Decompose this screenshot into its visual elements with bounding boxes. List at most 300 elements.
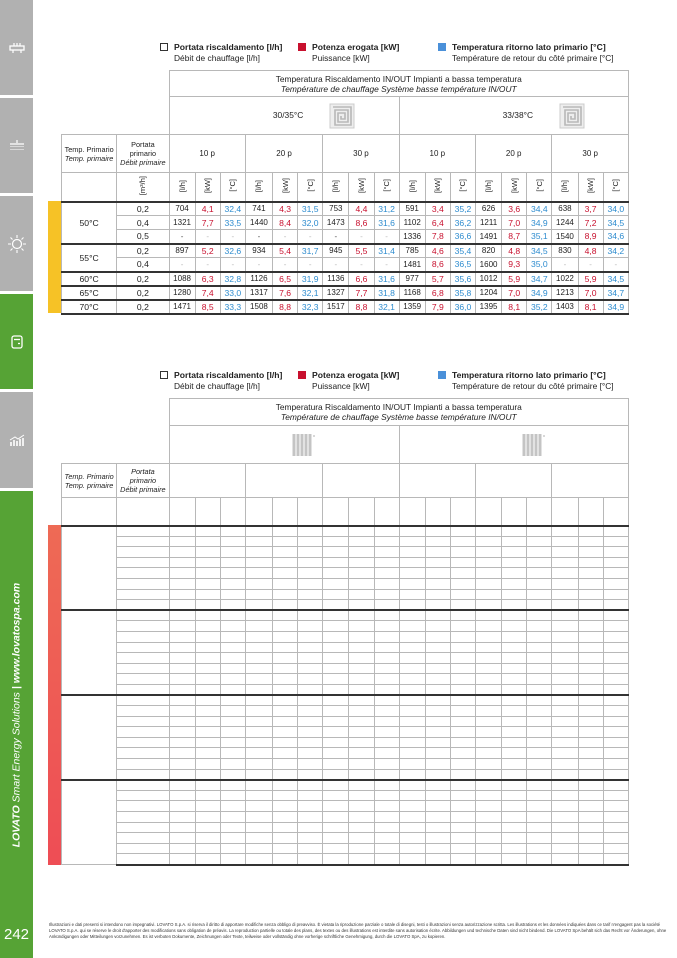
- empty-cell: [323, 790, 349, 801]
- power-value: -: [195, 258, 220, 272]
- empty-cell: [476, 674, 502, 685]
- empty-cell: [273, 727, 298, 738]
- radiator-icon: [291, 432, 317, 458]
- empty-cell: [374, 589, 399, 600]
- empty-cell: [476, 589, 502, 600]
- empty-cell: [195, 727, 220, 738]
- empty-cell: [527, 801, 552, 812]
- flow-value: 1471: [169, 300, 195, 314]
- empty-cell: [117, 790, 169, 801]
- flow-primary-cell: 0,2: [117, 300, 169, 314]
- empty-cell: [273, 663, 298, 674]
- empty-cell: [349, 801, 374, 812]
- empty-cell: [117, 653, 169, 664]
- empty-cell: [552, 600, 578, 611]
- empty-cell: [169, 812, 195, 823]
- power-value: 8,8: [273, 300, 298, 314]
- flow-value: 820: [476, 244, 502, 258]
- empty-cell: [374, 780, 399, 791]
- empty-cell: [169, 578, 195, 589]
- empty-cell: [169, 526, 195, 537]
- empty-cell: [399, 684, 425, 695]
- empty-cell: [527, 684, 552, 695]
- empty-cell: [220, 812, 245, 823]
- empty-cell: [169, 748, 195, 759]
- empty-cell: [502, 843, 527, 854]
- empty-cell: [195, 737, 220, 748]
- empty-cell: [425, 663, 450, 674]
- empty-cell: [245, 843, 272, 854]
- empty-cell: [374, 642, 399, 653]
- empty-cell: [476, 822, 502, 833]
- flow-primary-cell: 0,2: [117, 286, 169, 300]
- empty-cell: [476, 578, 502, 589]
- return-temp-value: -: [298, 258, 323, 272]
- empty-cell: [399, 706, 425, 717]
- shower-head-icon: [9, 140, 25, 152]
- empty-cell: [399, 695, 425, 706]
- empty-cell: [298, 568, 323, 579]
- empty-cell: [450, 833, 475, 844]
- empty-cell: [552, 653, 578, 664]
- empty-cell: [169, 727, 195, 738]
- empty-cell: [273, 578, 298, 589]
- empty-cell: [527, 674, 552, 685]
- empty-cell: [349, 759, 374, 770]
- power-value: -: [578, 258, 603, 272]
- flow-value: 704: [169, 202, 195, 216]
- unit-header: [°C]: [527, 173, 552, 202]
- empty-cell: [349, 578, 374, 589]
- empty-cell: [220, 801, 245, 812]
- empty-cell: [425, 568, 450, 579]
- group-header: 30 p: [323, 135, 399, 173]
- empty-cell: [476, 653, 502, 664]
- empty-cell: [323, 663, 349, 674]
- empty-cell: [578, 748, 603, 759]
- empty-cell: [349, 706, 374, 717]
- return-temp-value: 34,5: [527, 244, 552, 258]
- empty-cell: [117, 642, 169, 653]
- empty-cell: [578, 547, 603, 558]
- empty-cell: [502, 663, 527, 674]
- legend-title: Temperatura ritorno lato primario [°C]: [452, 370, 606, 380]
- empty-cell: [603, 674, 628, 685]
- empty-cell: [527, 790, 552, 801]
- empty-cell: [245, 631, 272, 642]
- empty-cell: [374, 568, 399, 579]
- empty-cell: [425, 684, 450, 695]
- power-value: 6,6: [349, 272, 374, 286]
- empty-table-row: [62, 536, 629, 547]
- empty-cell: [298, 642, 323, 653]
- brand-separator: |: [10, 683, 23, 693]
- empty-cell: [323, 706, 349, 717]
- empty-cell: [603, 854, 628, 865]
- empty-cell: [552, 854, 578, 865]
- empty-cell: [245, 790, 272, 801]
- return-temp-value: 32,4: [220, 202, 245, 216]
- empty-cell: [195, 557, 220, 568]
- empty-cell: [476, 600, 502, 611]
- empty-cell: [323, 843, 349, 854]
- legend-subtitle: Température de retour du côté primaire [°C]: [452, 53, 614, 63]
- sidebar-tab-solar[interactable]: [0, 196, 33, 291]
- empty-cell: [245, 780, 272, 791]
- empty-cell: [298, 653, 323, 664]
- empty-cell: [273, 854, 298, 865]
- empty-cell: [195, 663, 220, 674]
- sidebar-tab-radiators[interactable]: [0, 0, 33, 95]
- empty-cell: [502, 568, 527, 579]
- empty-cell: [527, 737, 552, 748]
- empty-cell: [195, 854, 220, 865]
- empty-cell: [425, 674, 450, 685]
- empty-cell: [425, 769, 450, 780]
- power-value: 8,8: [349, 300, 374, 314]
- empty-cell: [425, 642, 450, 653]
- flow-value: -: [245, 258, 272, 272]
- legend-swatch-red: [298, 371, 306, 379]
- empty-cell: [450, 854, 475, 865]
- empty-cell: [578, 769, 603, 780]
- empty-cell: [527, 610, 552, 621]
- unit-header: [l/h]: [476, 173, 502, 202]
- empty-cell: [349, 600, 374, 611]
- unit-header: [°C]: [450, 173, 475, 202]
- empty-cell: [527, 547, 552, 558]
- empty-cell: [425, 547, 450, 558]
- empty-cell: [298, 769, 323, 780]
- empty-cell: [323, 674, 349, 685]
- power-value: 8,6: [349, 216, 374, 230]
- empty-cell: [502, 653, 527, 664]
- empty-cell: [169, 589, 195, 600]
- empty-cell: [578, 674, 603, 685]
- power-value: 4,8: [578, 244, 603, 258]
- empty-cell: [117, 526, 169, 537]
- empty-cell: [220, 790, 245, 801]
- empty-cell: [195, 600, 220, 611]
- legend-item-power: [298, 370, 399, 392]
- empty-cell: [245, 759, 272, 770]
- empty-cell: [603, 748, 628, 759]
- empty-cell: [399, 610, 425, 621]
- empty-cell: [169, 790, 195, 801]
- empty-cell: [220, 642, 245, 653]
- return-temp-value: 35,4: [450, 244, 475, 258]
- empty-cell: [502, 801, 527, 812]
- power-value: 7,9: [425, 300, 450, 314]
- empty-cell: [374, 769, 399, 780]
- empty-cell: [220, 578, 245, 589]
- empty-cell: [450, 706, 475, 717]
- empty-cell: [273, 631, 298, 642]
- empty-cell: [169, 759, 195, 770]
- empty-cell: [399, 536, 425, 547]
- flow-value: 1403: [552, 300, 578, 314]
- brand-line: [0, 530, 33, 900]
- empty-cell: [425, 557, 450, 568]
- sidebar-tab-efficiency[interactable]: [0, 392, 33, 488]
- empty-cell: [603, 610, 628, 621]
- empty-cell: [578, 610, 603, 621]
- empty-cell: [220, 695, 245, 706]
- unit-header: [298, 498, 323, 526]
- power-value: 7,6: [273, 286, 298, 300]
- bar-chart-growth-icon: [9, 434, 25, 446]
- group-header: 20 p: [476, 135, 552, 173]
- empty-cell: [374, 684, 399, 695]
- empty-cell: [323, 854, 349, 865]
- empty-cell: [169, 843, 195, 854]
- sidebar-tab-boilers[interactable]: [0, 294, 33, 389]
- empty-cell: [603, 589, 628, 600]
- empty-cell: [220, 854, 245, 865]
- empty-cell: [323, 621, 349, 632]
- empty-cell: [425, 653, 450, 664]
- empty-cell: [273, 674, 298, 685]
- empty-table-row: [62, 610, 629, 621]
- empty-cell: [298, 536, 323, 547]
- empty-cell: [603, 780, 628, 791]
- empty-cell: [273, 769, 298, 780]
- range-header-left: [169, 426, 399, 464]
- power-value: 7,0: [502, 216, 527, 230]
- empty-cell: [220, 653, 245, 664]
- power-value: 5,7: [425, 272, 450, 286]
- unit-header: [273, 498, 298, 526]
- empty-cell: [502, 631, 527, 642]
- empty-cell: [273, 568, 298, 579]
- power-value: 8,4: [273, 216, 298, 230]
- unit-header: [°C]: [603, 173, 628, 202]
- empty-cell: [195, 536, 220, 547]
- return-temp-value: 31,4: [374, 244, 399, 258]
- empty-cell: [349, 716, 374, 727]
- empty-cell: [450, 589, 475, 600]
- empty-cell: [298, 695, 323, 706]
- empty-cell: [298, 790, 323, 801]
- empty-cell: [476, 642, 502, 653]
- empty-cell: [502, 780, 527, 791]
- empty-cell: [374, 759, 399, 770]
- empty-cell: [169, 780, 195, 791]
- empty-cell: [220, 727, 245, 738]
- empty-cell: [117, 843, 169, 854]
- empty-cell: [117, 568, 169, 579]
- empty-cell: [195, 568, 220, 579]
- empty-cell: [323, 780, 349, 791]
- empty-cell: [169, 642, 195, 653]
- flow-value: 1280: [169, 286, 195, 300]
- empty-cell: [195, 642, 220, 653]
- empty-cell: [273, 610, 298, 621]
- empty-table-row: [62, 727, 629, 738]
- empty-cell: [603, 642, 628, 653]
- legend-subtitle: Débit de chauffage [l/h]: [174, 381, 260, 391]
- unit-header: [l/h]: [169, 173, 195, 202]
- flow-unit: [m³/h]: [117, 173, 169, 202]
- empty-cell: [552, 631, 578, 642]
- empty-cell: [169, 631, 195, 642]
- empty-cell: [578, 663, 603, 674]
- empty-cell: [552, 589, 578, 600]
- underfloor-spiral-icon: [329, 103, 355, 129]
- empty-cell: [245, 526, 272, 537]
- flow-value: 1600: [476, 258, 502, 272]
- empty-cell: [273, 748, 298, 759]
- empty-cell: [425, 526, 450, 537]
- legend-top: [160, 42, 630, 66]
- empty-cell: [298, 610, 323, 621]
- empty-cell: [603, 663, 628, 674]
- empty-cell: [502, 706, 527, 717]
- empty-cell: [552, 578, 578, 589]
- empty-cell: [117, 547, 169, 558]
- empty-cell: [245, 822, 272, 833]
- return-temp-value: 31,5: [298, 202, 323, 216]
- empty-cell: [603, 727, 628, 738]
- empty-cell: [603, 801, 628, 812]
- empty-cell: [552, 684, 578, 695]
- empty-cell: [578, 526, 603, 537]
- empty-cell: [527, 631, 552, 642]
- empty-cell: [399, 631, 425, 642]
- empty-cell: [552, 822, 578, 833]
- empty-cell: [323, 812, 349, 823]
- flow-value: -: [169, 258, 195, 272]
- empty-cell: [298, 716, 323, 727]
- return-temp-value: 35,6: [450, 272, 475, 286]
- empty-cell: [502, 557, 527, 568]
- empty-cell: [195, 833, 220, 844]
- empty-cell: [117, 759, 169, 770]
- empty-cell: [578, 790, 603, 801]
- empty-cell: [399, 854, 425, 865]
- empty-cell: [476, 536, 502, 547]
- header-flow-primary: Portata primario Débit primaire: [117, 464, 169, 498]
- power-value: 3,6: [502, 202, 527, 216]
- empty-cell: [603, 759, 628, 770]
- sidebar-tab-sanitary[interactable]: [0, 98, 33, 193]
- empty-cell: [578, 589, 603, 600]
- flow-primary-cell: 0,4: [117, 258, 169, 272]
- empty-cell: [578, 706, 603, 717]
- power-value: 8,7: [502, 230, 527, 244]
- empty-cell: [220, 568, 245, 579]
- return-temp-value: 31,8: [374, 286, 399, 300]
- empty-cell: [195, 578, 220, 589]
- empty-table-row: [62, 854, 629, 865]
- flow-primary-cell: 0,2: [117, 272, 169, 286]
- empty-cell: [273, 843, 298, 854]
- empty-cell: [273, 547, 298, 558]
- legend-title: Portata riscaldamento [l/h]: [174, 370, 283, 380]
- empty-cell: [169, 737, 195, 748]
- empty-cell: [273, 536, 298, 547]
- brand-url[interactable]: www.lovatospa.com: [10, 582, 23, 684]
- empty-cell: [450, 716, 475, 727]
- empty-cell: [476, 631, 502, 642]
- empty-cell: [298, 663, 323, 674]
- empty-cell: [245, 578, 272, 589]
- empty-cell: [476, 748, 502, 759]
- return-temp-value: 35,8: [450, 286, 475, 300]
- empty-cell: [273, 833, 298, 844]
- empty-cell: [117, 610, 169, 621]
- empty-cell: [349, 663, 374, 674]
- empty-cell: [374, 674, 399, 685]
- empty-cell: [425, 610, 450, 621]
- empty-cell: [273, 790, 298, 801]
- empty-cell: [374, 610, 399, 621]
- empty-table-row: [62, 684, 629, 695]
- empty-cell: [527, 854, 552, 865]
- empty-cell: [220, 716, 245, 727]
- return-temp-value: 34,2: [603, 244, 628, 258]
- temp-primary-cell: [62, 780, 117, 865]
- empty-cell: [603, 769, 628, 780]
- empty-cell: [374, 663, 399, 674]
- empty-cell: [195, 769, 220, 780]
- empty-cell: [117, 822, 169, 833]
- empty-cell: [323, 801, 349, 812]
- flow-value: 1491: [476, 230, 502, 244]
- empty-cell: [374, 526, 399, 537]
- empty-cell: [195, 759, 220, 770]
- empty-cell: [195, 843, 220, 854]
- empty-cell: [476, 854, 502, 865]
- legend-bottom: [160, 370, 630, 394]
- empty-cell: [117, 578, 169, 589]
- empty-cell: [476, 759, 502, 770]
- empty-cell: [298, 557, 323, 568]
- flow-value: 1317: [245, 286, 272, 300]
- empty-cell: [578, 737, 603, 748]
- empty-cell: [245, 674, 272, 685]
- empty-cell: [169, 674, 195, 685]
- empty-cell: [399, 653, 425, 664]
- empty-cell: [527, 695, 552, 706]
- empty-cell: [552, 642, 578, 653]
- empty-cell: [349, 610, 374, 621]
- empty-cell: [117, 536, 169, 547]
- empty-cell: [527, 812, 552, 823]
- empty-cell: [578, 716, 603, 727]
- section-sidebar: [0, 0, 33, 958]
- empty-cell: [425, 812, 450, 823]
- empty-cell: [527, 621, 552, 632]
- empty-cell: [502, 769, 527, 780]
- temp-primary-cell: [62, 526, 117, 611]
- return-temp-value: 34,9: [603, 300, 628, 314]
- empty-table-row: [62, 748, 629, 759]
- empty-cell: [476, 769, 502, 780]
- unit-header: [kW]: [195, 173, 220, 202]
- return-temp-value: 33,3: [220, 300, 245, 314]
- flow-value: 1440: [245, 216, 272, 230]
- flow-value: 1321: [169, 216, 195, 230]
- empty-cell: [603, 557, 628, 568]
- return-temp-value: -: [374, 258, 399, 272]
- empty-cell: [527, 833, 552, 844]
- unit-header: [450, 498, 475, 526]
- empty-cell: [603, 578, 628, 589]
- empty-cell: [578, 578, 603, 589]
- table-row: [62, 230, 629, 244]
- empty-cell: [298, 727, 323, 738]
